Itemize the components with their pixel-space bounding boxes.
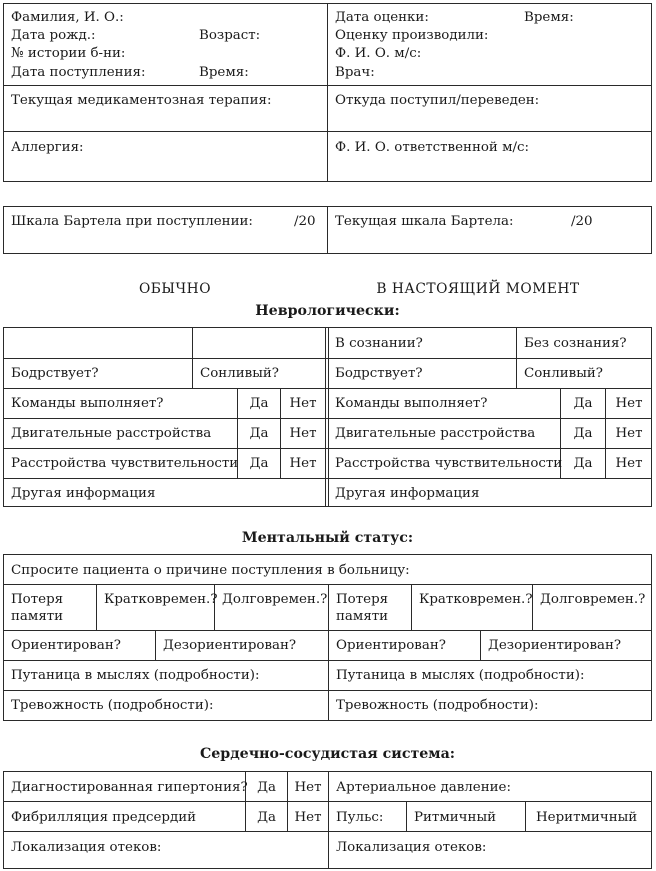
- follows-commands-no[interactable]: Нет: [615, 396, 643, 411]
- doctor-field[interactable]: Врач:: [335, 65, 375, 80]
- eval-date-field[interactable]: Дата оценки:: [335, 10, 429, 25]
- pulse-label: Пульс:: [336, 810, 384, 825]
- divider: [328, 327, 329, 507]
- confusion-field[interactable]: Путаница в мыслях (подробности):: [11, 668, 260, 683]
- eval-time-field[interactable]: Время:: [524, 10, 574, 25]
- short-term-option[interactable]: Кратковремен.?: [104, 592, 218, 607]
- dob-field[interactable]: Дата рожд.:: [11, 28, 96, 43]
- blood-pressure-field[interactable]: Артериальное давление:: [336, 780, 511, 795]
- column-heading-now: В НАСТОЯЩИЙ МОМЕНТ: [376, 281, 580, 297]
- anxiety-field[interactable]: Тревожность (подробности):: [336, 698, 539, 713]
- edema-field[interactable]: Локализация отеков:: [11, 840, 162, 855]
- sleepy-option[interactable]: Сонливый?: [200, 366, 279, 381]
- evaluated-by-field[interactable]: Оценку производили:: [335, 28, 489, 43]
- edema-field[interactable]: Локализация отеков:: [336, 840, 487, 855]
- awake-option[interactable]: Бодрствует?: [11, 366, 99, 381]
- motor-disorders-label: Двигательные расстройства: [335, 426, 536, 441]
- anxiety-field[interactable]: Тревожность (подробности):: [11, 698, 214, 713]
- divider: [3, 85, 652, 86]
- afib-no[interactable]: Нет: [294, 810, 322, 825]
- short-term-option[interactable]: Кратковремен.?: [419, 592, 533, 607]
- divider: [327, 3, 328, 182]
- barthel-admission-field[interactable]: Шкала Бартела при поступлении:: [11, 214, 253, 229]
- pulse-rhythmic-option[interactable]: Ритмичный: [414, 810, 497, 825]
- section-title-cardio: Сердечно-сосудистая система:: [199, 746, 456, 762]
- sensory-disorders-label: Расстройства чувствительности: [335, 456, 563, 471]
- divider: [406, 801, 407, 831]
- other-info-field[interactable]: Другая информация: [335, 486, 480, 501]
- follows-commands-yes[interactable]: Да: [249, 396, 269, 411]
- disoriented-option[interactable]: Дезориентирован?: [163, 638, 297, 653]
- divider: [155, 630, 156, 660]
- afib-label: Фибрилляция предсердий: [11, 810, 197, 825]
- admission-date-field[interactable]: Дата поступления:: [11, 65, 146, 80]
- conscious-option[interactable]: В сознании?: [335, 336, 423, 351]
- long-term-option[interactable]: Долговремен.?: [222, 592, 328, 607]
- admitted-from-field[interactable]: Откуда поступил/переведен:: [335, 93, 540, 108]
- current-therapy-field[interactable]: Текущая медикаментозная терапия:: [11, 93, 272, 108]
- allergy-field[interactable]: Аллергия:: [11, 140, 84, 155]
- memory-loss-label: памяти: [336, 609, 389, 624]
- divider: [328, 584, 329, 721]
- sensory-disorders-yes[interactable]: Да: [573, 456, 593, 471]
- follows-commands-label: Команды выполняет?: [335, 396, 488, 411]
- admission-reason-field[interactable]: Спросите пациента о причине поступления в больницу:: [11, 563, 410, 578]
- divider: [96, 584, 97, 630]
- sensory-disorders-yes[interactable]: Да: [249, 456, 269, 471]
- motor-disorders-yes[interactable]: Да: [249, 426, 269, 441]
- history-number-field[interactable]: № истории б-ни:: [11, 46, 126, 61]
- memory-loss-label: Потеря: [11, 592, 64, 607]
- divider: [192, 327, 193, 388]
- divider: [214, 584, 215, 630]
- divider: [516, 327, 517, 388]
- divider: [325, 327, 326, 507]
- divider: [480, 630, 481, 660]
- disoriented-option[interactable]: Дезориентирован?: [488, 638, 622, 653]
- admission-time-field[interactable]: Время:: [199, 65, 249, 80]
- divider: [3, 131, 652, 132]
- confusion-field[interactable]: Путаница в мыслях (подробности):: [336, 668, 585, 683]
- motor-disorders-label: Двигательные расстройства: [11, 426, 212, 441]
- sleepy-option[interactable]: Сонливый?: [524, 366, 603, 381]
- hypertension-yes[interactable]: Да: [257, 780, 276, 795]
- awake-option[interactable]: Бодрствует?: [335, 366, 423, 381]
- follows-commands-no[interactable]: Нет: [289, 396, 317, 411]
- hypertension-no[interactable]: Нет: [294, 780, 322, 795]
- sensory-disorders-no[interactable]: Нет: [289, 456, 317, 471]
- hypertension-label: Диагностированная гипертония?: [11, 780, 248, 795]
- section-title-neuro: Неврологически:: [255, 303, 400, 319]
- divider: [532, 584, 533, 630]
- section-title-mental: Ментальный статус:: [241, 530, 414, 546]
- oriented-option[interactable]: Ориентирован?: [336, 638, 446, 653]
- unconscious-option[interactable]: Без сознания?: [524, 336, 627, 351]
- long-term-option[interactable]: Долговремен.?: [540, 592, 646, 607]
- divider: [411, 584, 412, 630]
- follows-commands-yes[interactable]: Да: [573, 396, 593, 411]
- barthel-current-field[interactable]: Текущая шкала Бартела:: [335, 214, 514, 229]
- column-heading-usual: ОБЫЧНО: [138, 281, 212, 297]
- sensory-disorders-no[interactable]: Нет: [615, 456, 643, 471]
- memory-loss-label: памяти: [11, 609, 64, 624]
- divider: [328, 771, 329, 869]
- motor-disorders-no[interactable]: Нет: [289, 426, 317, 441]
- barthel-current-score: /20: [571, 214, 593, 229]
- motor-disorders-no[interactable]: Нет: [615, 426, 643, 441]
- age-field[interactable]: Возраст:: [199, 28, 261, 43]
- divider: [525, 801, 526, 831]
- barthel-admission-score: /20: [294, 214, 316, 229]
- afib-yes[interactable]: Да: [257, 810, 276, 825]
- pulse-arrhythmic-option[interactable]: Неритмичный: [536, 810, 638, 825]
- responsible-nurse-field[interactable]: Ф. И. О. ответственной м/с:: [335, 140, 530, 155]
- oriented-option[interactable]: Ориентирован?: [11, 638, 121, 653]
- patient-name-field[interactable]: Фамилия, И. О.:: [11, 10, 124, 25]
- nurse-name-field[interactable]: Ф. И. О. м/с:: [335, 46, 422, 61]
- other-info-field[interactable]: Другая информация: [11, 486, 156, 501]
- sensory-disorders-label: Расстройства чувствительности: [11, 456, 239, 471]
- memory-loss-label: Потеря: [336, 592, 389, 607]
- divider: [327, 206, 328, 254]
- motor-disorders-yes[interactable]: Да: [573, 426, 593, 441]
- follows-commands-label: Команды выполняет?: [11, 396, 164, 411]
